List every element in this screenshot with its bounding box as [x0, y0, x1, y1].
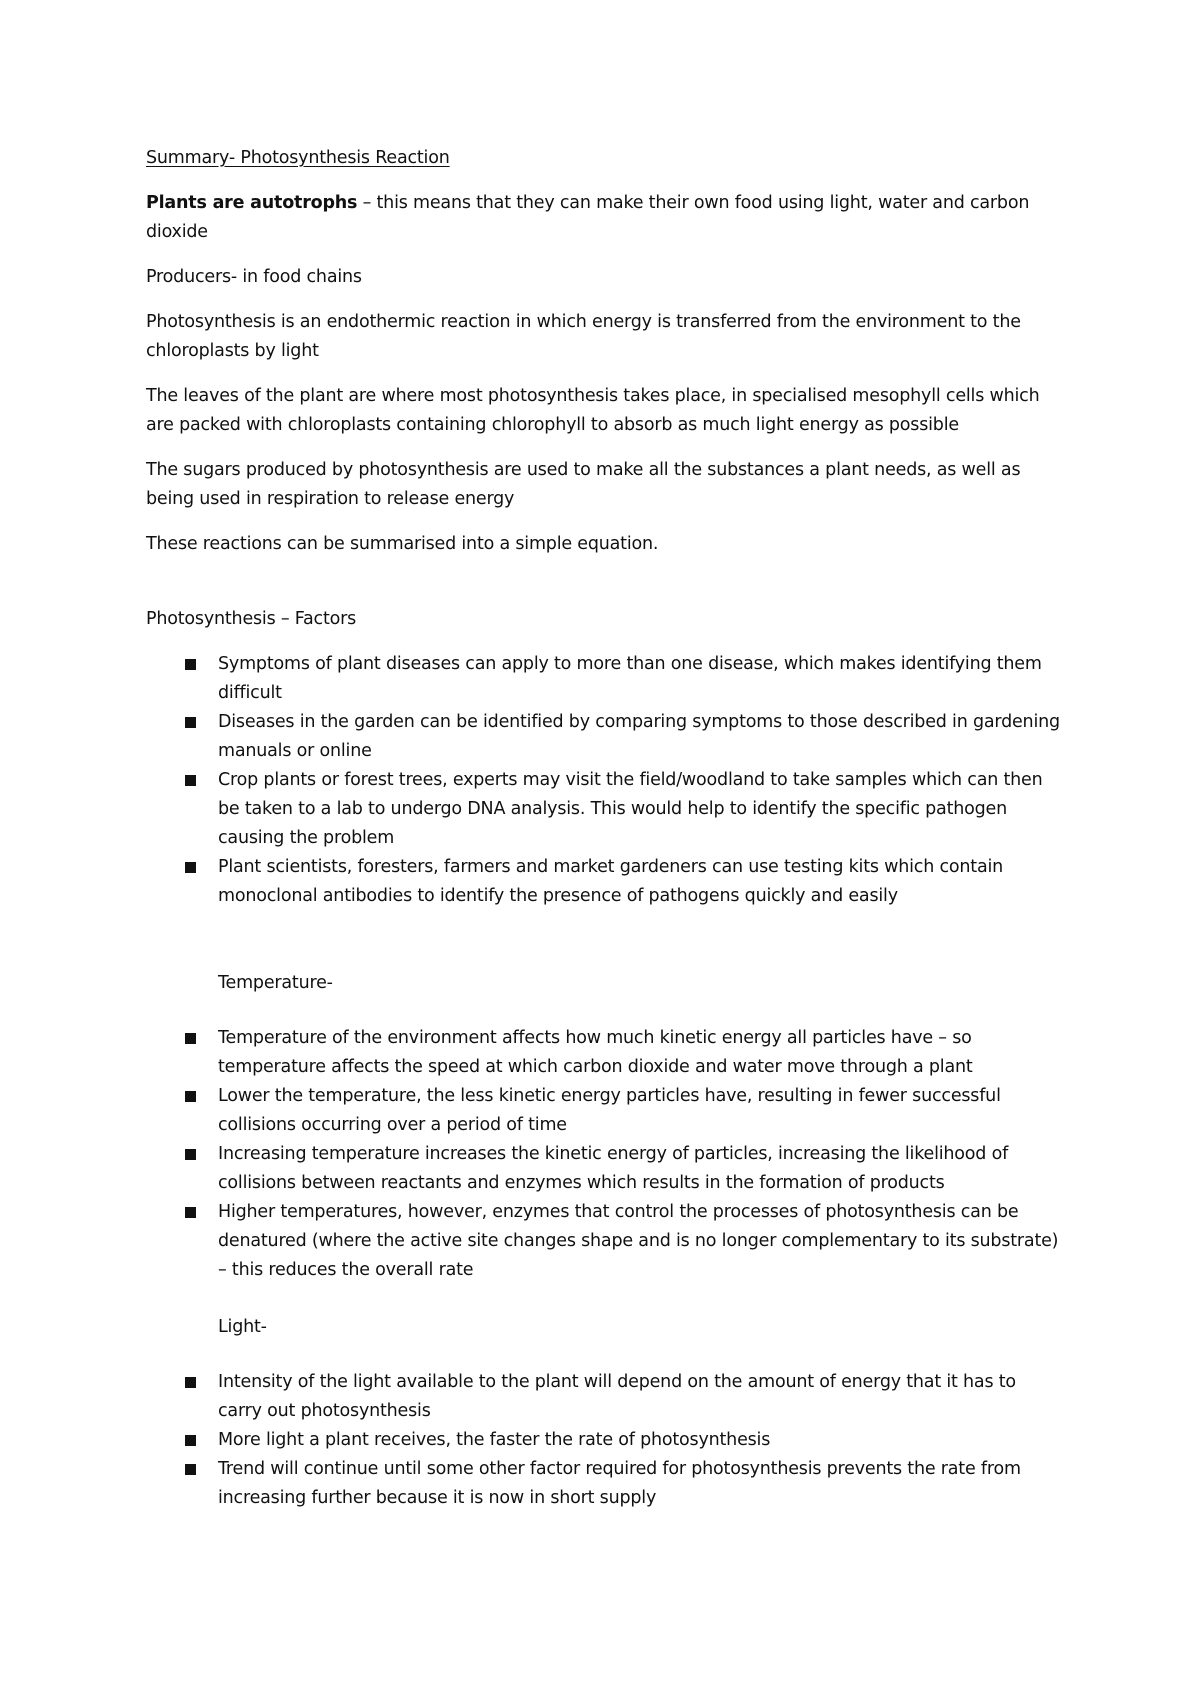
paragraph-sugars: The sugars produced by photosynthesis are used to make all the substances a plant needs, as well as being used in respiration to release energy	[146, 460, 1021, 509]
square-bullet-icon	[185, 862, 196, 873]
list-item-text: Intensity of the light available to the plant will depend on the amount of energy that it has to carry out photosynthesis	[218, 1372, 1016, 1421]
square-bullet-icon	[185, 1033, 196, 1044]
list-item-text: Increasing temperature increases the kinetic energy of particles, increasing the likelihood of collisions between reactants and enzymes which results in the formation of products	[218, 1144, 1009, 1193]
list-item-text: Diseases in the garden can be identified by comparing symptoms to those described in gardening manuals or online	[218, 712, 1060, 761]
square-bullet-icon	[185, 1435, 196, 1446]
square-bullet-icon	[185, 1207, 196, 1218]
list-item-text: Higher temperatures, however, enzymes that control the processes of photosynthesis can be denatured (where the active site changes shape and is no longer complementary to its substrate) – this reduces the overall rate	[218, 1202, 1059, 1280]
spacer	[146, 1342, 1060, 1368]
spacer	[146, 575, 1060, 605]
spacer	[146, 998, 1060, 1024]
square-bullet-icon	[185, 659, 196, 670]
intro-paragraph	[146, 189, 1060, 247]
list-item-text: Symptoms of plant diseases can apply to more than one disease, which makes identifying them difficult	[218, 654, 1042, 703]
square-bullet-icon	[185, 1091, 196, 1102]
list-item	[146, 1140, 1060, 1198]
list-item	[146, 1024, 1060, 1082]
paragraph-endothermic: Photosynthesis is an endothermic reaction in which energy is transferred from the environment to the chloroplasts by light	[146, 312, 1021, 361]
paragraph-equation: These reactions can be summarised into a simple equation.	[146, 534, 659, 554]
document-title: Summary- Photosynthesis Reaction	[146, 148, 450, 168]
factors-heading: Photosynthesis – Factors	[146, 609, 357, 629]
light-heading: Light-	[218, 1317, 267, 1337]
square-bullet-icon	[185, 717, 196, 728]
list-item	[146, 650, 1060, 708]
list-item	[146, 708, 1060, 766]
list-item-text: Trend will continue until some other factor required for photosynthesis prevents the rate from increasing further because it is now in short supply	[218, 1459, 1021, 1508]
list-item-text: Plant scientists, foresters, farmers and market gardeners can use testing kits which contain monoclonal antibodies to identify the presence of pathogens quickly and easily	[218, 857, 1004, 906]
list-item	[146, 1426, 1060, 1455]
temperature-heading: Temperature-	[218, 973, 333, 993]
paragraph-leaves: The leaves of the plant are where most photosynthesis takes place, in specialised mesophyll cells which are packed with chloroplasts containing chlorophyll to absorb as much light energy as possible	[146, 386, 1040, 435]
factors-list	[146, 650, 1060, 911]
square-bullet-icon	[185, 775, 196, 786]
paragraph-producers: Producers- in food chains	[146, 267, 362, 287]
square-bullet-icon	[185, 1149, 196, 1160]
square-bullet-icon	[185, 1464, 196, 1475]
list-item-text: Crop plants or forest trees, experts may visit the field/woodland to take samples which can then be taken to a lab to undergo DNA analysis. This would help to identify the specific pathogen causing the problem	[218, 770, 1043, 848]
list-item-text: Lower the temperature, the less kinetic energy particles have, resulting in fewer successful collisions occurring over a period of time	[218, 1086, 1001, 1135]
list-item-text: More light a plant receives, the faster the rate of photosynthesis	[218, 1430, 771, 1450]
spacer	[146, 1285, 1060, 1313]
list-item	[146, 1455, 1060, 1513]
list-item	[146, 1082, 1060, 1140]
list-item	[146, 766, 1060, 853]
light-list	[146, 1368, 1060, 1513]
list-item	[146, 1198, 1060, 1285]
list-item	[146, 1368, 1060, 1426]
temperature-list	[146, 1024, 1060, 1285]
list-item-text: Temperature of the environment affects how much kinetic energy all particles have – so temperature affects the speed at which carbon dioxide and water move through a plant	[218, 1028, 973, 1077]
intro-bold-lead: Plants are autotrophs	[146, 193, 358, 213]
intro-rest: – this means that they can make their own food using light, water and carbon dioxide	[146, 193, 1030, 242]
spacer	[146, 911, 1060, 969]
list-item	[146, 853, 1060, 911]
square-bullet-icon	[185, 1377, 196, 1388]
